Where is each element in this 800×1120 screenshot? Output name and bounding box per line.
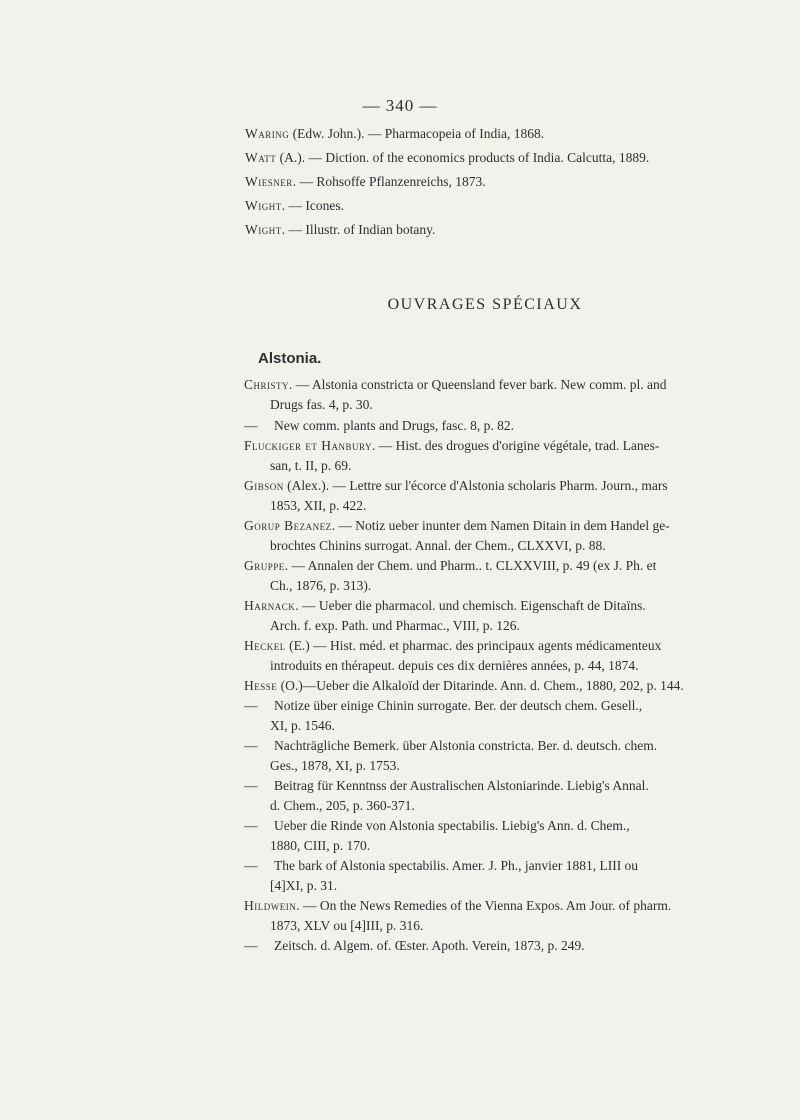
reference-entry xyxy=(244,436,659,476)
reference-line: Zeitsch. d. Algem. of. Œster. Apoth. Verein, 1873, p. 249. xyxy=(274,938,585,953)
reference-line: . — Alstonia constricta or Queensland fever bark. New comm. pl. and xyxy=(289,377,667,392)
reference-entry xyxy=(245,196,344,216)
reference-entry xyxy=(244,375,667,415)
reference-line: 1853, XII, p. 422. xyxy=(270,498,367,513)
reference-entry xyxy=(245,172,486,192)
reference-author: Fluckiger et Hanbury xyxy=(244,438,373,453)
reference-entry xyxy=(244,416,514,436)
reference-line: . — Notiz ueber inunter dem Namen Ditain in dem Handel ge- xyxy=(331,518,670,533)
reference-author: Wiesner xyxy=(245,174,293,189)
reference-author: Hildwein xyxy=(244,898,297,913)
reference-line: (O.)—Ueber die Alkaloïd der Ditarinde. Ann. d. Chem., 1880, 202, p. 144. xyxy=(277,678,684,693)
page-number: — 340 — xyxy=(362,96,438,115)
ditto-dash: — xyxy=(244,418,258,433)
reference-author: Gibson xyxy=(244,478,284,493)
reference-text: (A.). — Diction. of the economics products of India. Calcutta, 1889. xyxy=(276,150,650,165)
subsection-title: Alstonia. xyxy=(258,350,322,367)
section-title: OUVRAGES SPÉCIAUX xyxy=(387,296,583,313)
reference-line: [4]XI, p. 31. xyxy=(270,878,338,893)
reference-author: Christy xyxy=(244,377,290,392)
reference-line: introduits en thérapeut. depuis ces dix dernières années, p. 44, 1874. xyxy=(270,658,639,673)
reference-line: Arch. f. exp. Path. und Pharmac., VIII, p. 126. xyxy=(270,618,520,633)
reference-entry xyxy=(244,816,630,856)
reference-line: brochtes Chinins surrogat. Annal. der Chem., CLXXVI, p. 88. xyxy=(270,538,606,553)
ditto-dash: — xyxy=(244,938,258,953)
reference-line: (E.) — Hist. méd. et pharmac. des principaux agents médicamenteux xyxy=(285,638,662,653)
reference-line: 1880, CIII, p. 170. xyxy=(270,838,371,853)
reference-entry xyxy=(244,676,684,696)
reference-author: Waring xyxy=(245,126,290,141)
reference-author: Wight xyxy=(245,198,282,213)
reference-line: 1873, XLV ou [4]III, p. 316. xyxy=(270,918,424,933)
reference-line: . — Ueber die pharmacol. und chemisch. Eigenschaft de Ditaïns. xyxy=(295,598,646,613)
reference-text: (Edw. John.). — Pharmacopeia of India, 1868. xyxy=(289,126,545,141)
reference-line: d. Chem., 205, p. 360-371. xyxy=(270,798,415,813)
reference-line: Notize über einige Chinin surrogate. Ber. der deutsch chem. Gesell., xyxy=(274,698,643,713)
reference-entry xyxy=(244,596,646,636)
reference-line: Ch., 1876, p. 313). xyxy=(270,578,372,593)
ditto-dash: — xyxy=(244,858,258,873)
reference-author: Wight xyxy=(245,222,282,237)
reference-line: XI, p. 1546. xyxy=(270,718,335,733)
reference-author: Heckel xyxy=(244,638,286,653)
ditto-dash: — xyxy=(244,818,258,833)
reference-author: Harnack xyxy=(244,598,296,613)
ditto-dash: — xyxy=(244,738,258,753)
reference-line: Beitrag für Kenntnss der Australischen Alstoniarinde. Liebig's Annal. xyxy=(274,778,649,793)
reference-entry xyxy=(244,936,585,956)
reference-line: Ueber die Rinde von Alstonia spectabilis. Liebig's Ann. d. Chem., xyxy=(274,818,630,833)
ditto-dash: — xyxy=(244,778,258,793)
reference-line: . — Annalen der Chem. und Pharm.. t. CLXXVIII, p. 49 (ex J. Ph. et xyxy=(284,558,657,573)
reference-line: . — Hist. des drogues d'origine végétale, trad. Lanes- xyxy=(372,438,660,453)
reference-author: Watt xyxy=(245,150,277,165)
reference-entry xyxy=(244,696,642,736)
reference-entry xyxy=(244,636,661,676)
reference-author: Gruppe xyxy=(244,558,285,573)
reference-line: (Alex.). — Lettre sur l'écorce d'Alstonia scholaris Pharm. Journ., mars xyxy=(283,478,668,493)
reference-entry xyxy=(245,124,544,144)
reference-entry xyxy=(244,856,638,896)
reference-line: . — On the News Remedies of the Vienna Expos. Am Jour. of pharm. xyxy=(296,898,672,913)
reference-line: Ges., 1878, XI, p. 1753. xyxy=(270,758,400,773)
reference-line: san, t. II, p. 69. xyxy=(270,458,352,473)
reference-entry xyxy=(244,736,657,776)
reference-entry xyxy=(244,556,656,596)
reference-text: . — Illustr. of Indian botany. xyxy=(281,222,436,237)
reference-entry xyxy=(244,896,671,936)
ditto-dash: — xyxy=(244,698,258,713)
reference-text: . — Icones. xyxy=(281,198,344,213)
reference-line: Nachträgliche Bemerk. über Alstonia constricta. Ber. d. deutsch. chem. xyxy=(274,738,658,753)
reference-author: Gorup Bezanez xyxy=(244,518,332,533)
reference-line: Drugs fas. 4, p. 30. xyxy=(270,397,373,412)
reference-line: New comm. plants and Drugs, fasc. 8, p. 82. xyxy=(274,418,514,433)
reference-entry xyxy=(245,220,435,240)
reference-line: The bark of Alstonia spectabilis. Amer. J. Ph., janvier 1881, LIII ou xyxy=(274,858,639,873)
reference-text: . — Rohsoffe Pflanzenreichs, 1873. xyxy=(292,174,486,189)
reference-entry xyxy=(244,476,668,516)
reference-entry xyxy=(245,148,649,168)
reference-entry xyxy=(244,776,649,816)
reference-entry xyxy=(244,516,670,556)
reference-author: Hesse xyxy=(244,678,278,693)
